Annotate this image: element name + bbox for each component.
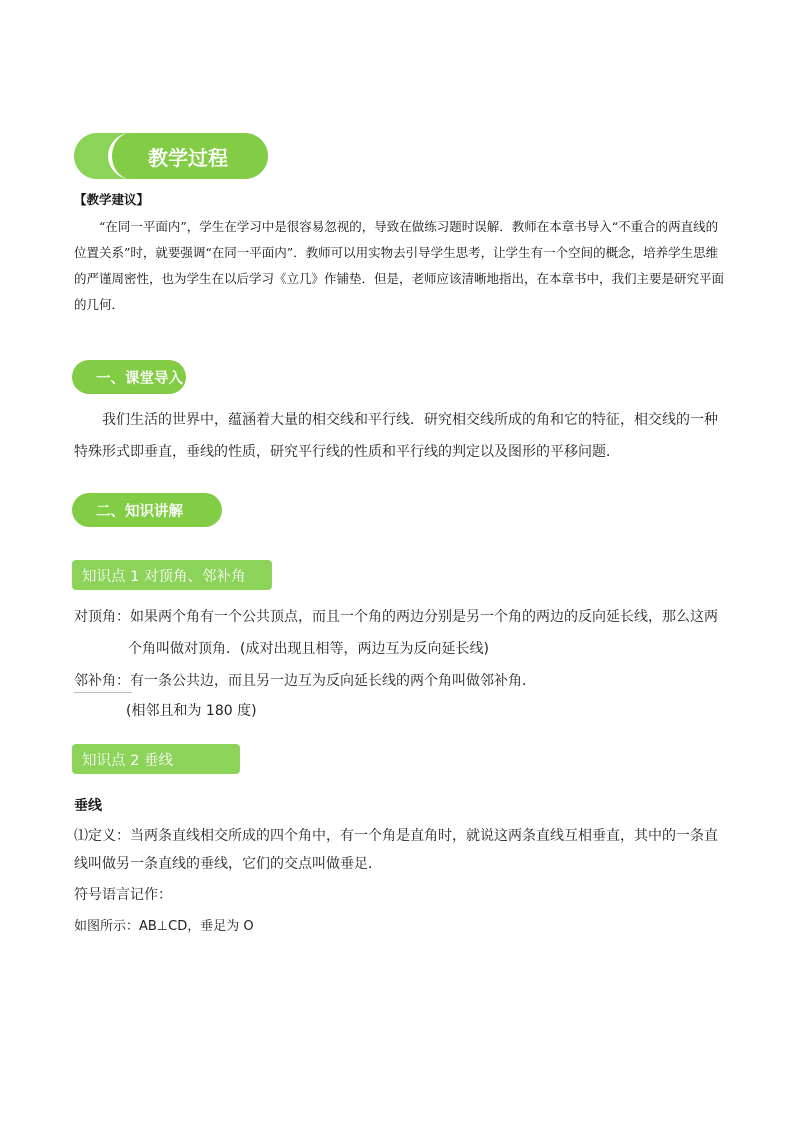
knowledge-point-2-label: 知识点 2 垂线 xyxy=(72,744,240,774)
vertical-angle-def-line2: 个角叫做对顶角．(成对出现且相等，两边互为反向延长线) xyxy=(128,641,489,657)
title-banner xyxy=(74,133,268,179)
divider xyxy=(74,692,132,693)
perpendicular-figure-caption: 如图所示：AB⊥CD，垂足为 O xyxy=(74,919,254,934)
intro-paragraph xyxy=(74,404,724,468)
page-title: 教学过程 xyxy=(108,133,268,179)
section-knowledge-label: 二、知识讲解 xyxy=(72,493,222,527)
perpendicular-definition-text: ⑴定义：当两条直线相交所成的四个角中，有一个角是直角时，就说这两条直线互相垂直，其中的一条直线叫做另一条直线的垂线，它们的交点叫做垂足． xyxy=(74,828,718,872)
perpendicular-heading: 垂线 xyxy=(74,798,102,814)
perpendicular-symbol-text: 符号语言记作： xyxy=(74,887,172,903)
vertical-angle-def-line1: 对顶角：如果两个角有一个公共顶点，而且一个角的两边分别是另一个角的两边的反向延长线，那么这两 xyxy=(74,609,718,625)
teaching-suggestion-heading: 【教学建议】 xyxy=(74,192,150,207)
teaching-suggestion-paragraph xyxy=(74,214,724,318)
teaching-suggestion-text: “在同一平面内”，学生在学习中是很容易忽视的，导致在做练习题时误解．教师在本章书导入“不重合的两直线的位置关系”时，就要强调“在同一平面内”．教师可以用实物去引导学生思考，让学生有一个空间的概念，培养学生思维的严谨周密性，也为学生在以后学习《立几》作铺垫．但是，老师应该清晰地指出，在本章书中，我们主要是研究平面的几何． xyxy=(74,219,725,312)
knowledge-point-1-label: 知识点 1 对顶角、邻补角 xyxy=(72,560,272,590)
perpendicular-definition xyxy=(74,822,724,878)
intro-text: 我们生活的世界中，蕴涵着大量的相交线和平行线．研究相交线所成的角和它的特征，相交线的一种特殊形式即垂直，垂线的性质，研究平行线的性质和平行线的判定以及图形的平移问题． xyxy=(74,412,718,460)
section-intro-label: 一、课堂导入 xyxy=(72,360,186,394)
adjacent-angle-def-line1: 邻补角：有一条公共边，而且另一边互为反向延长线的两个角叫做邻补角． xyxy=(74,673,536,689)
adjacent-angle-def-line2: (相邻且和为 180 度) xyxy=(126,703,257,719)
